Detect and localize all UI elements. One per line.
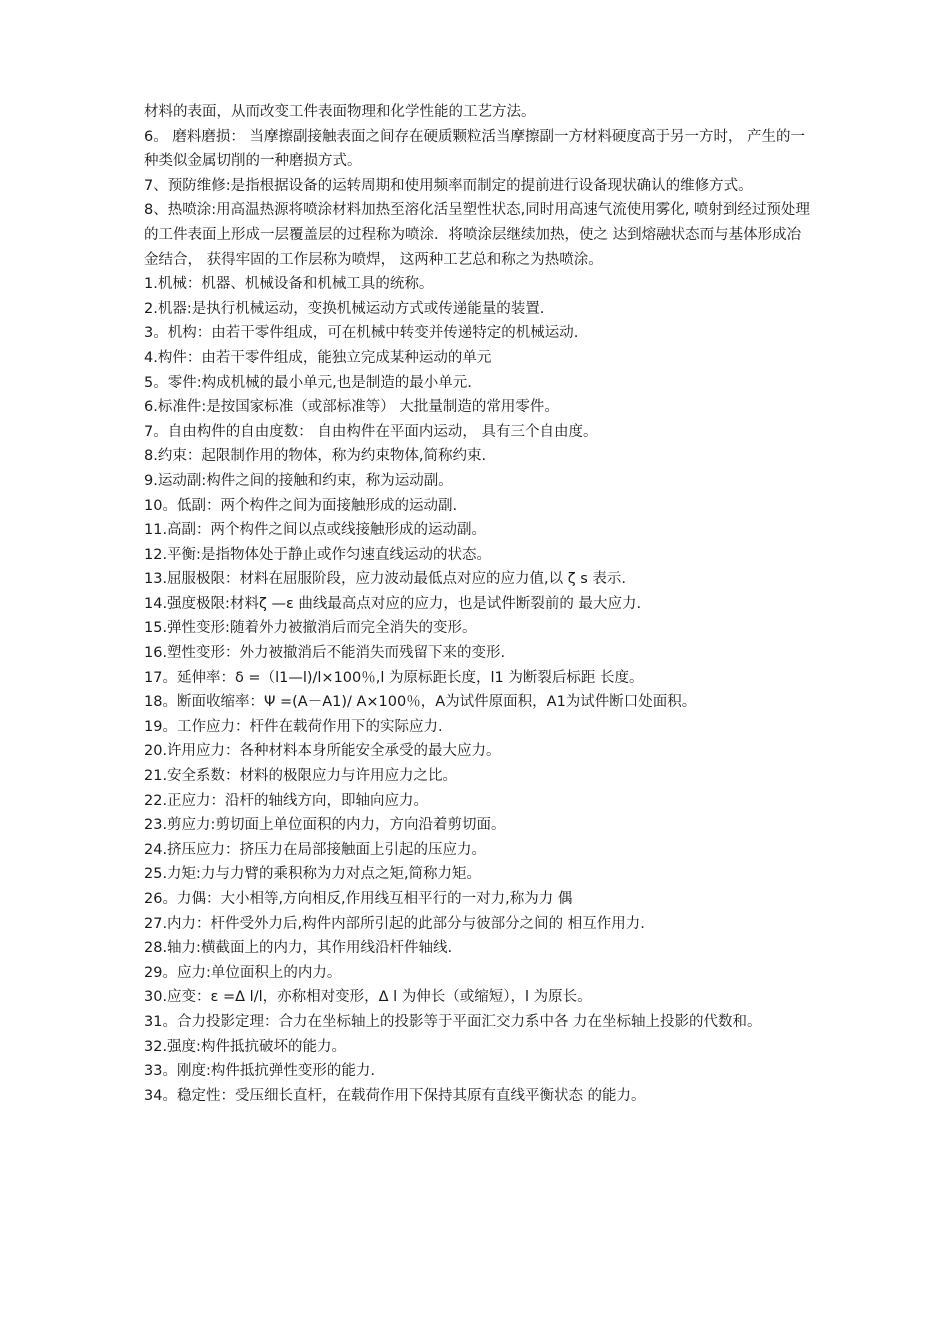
paragraph: 26。力偶：大小相等,方向相反,作用线互相平行的一对力,称为力 偶 (144, 891, 573, 907)
paragraph: 21.安全系数：材料的极限应力与许用应力之比。 (144, 768, 458, 785)
paragraph: 8.约束：起限制作用的物体，称为约束物体,简称约束. (144, 448, 487, 465)
paragraph: 5。零件:构成机械的最小单元,也是制造的最小单元. (144, 374, 472, 391)
paragraph: 8、热喷涂:用高温热源将喷涂材料加热至溶化活呈塑性状态,同时用高速气流使用雾化, 喷射到经过预处理的工件表面上形成一层覆盖层的过程称为喷涂．将喷涂层继续加热，使之 达到熔融状态而与基体形成冶金结合， 获得牢固的工作层称为喷焊， 这两种工艺总和称之为热喷涂。 (144, 202, 810, 268)
paragraph: 6.标准件:是按国家标准（或部标准等） 大批量制造的常用零件。 (144, 399, 559, 416)
paragraph: 2.机器:是执行机械运动，变换机械运动方式或传递能量的装置. (144, 300, 545, 317)
paragraph: 34。稳定性：受压细长直杆，在载荷作用下保持其原有直线平衡状态 的能力。 (144, 1087, 646, 1104)
paragraph: 材料的表面，从而改变工件表面物理和化学性能的工艺方法。 (144, 104, 536, 120)
paragraph: 22.正应力：沿杆的轴线方向，即轴向应力。 (144, 792, 429, 809)
paragraph: 4.构件：由若干零件组成，能独立完成某种运动的单元 (144, 349, 492, 366)
paragraph: 12.平衡:是指物体处于静止或作匀速直线运动的状态。 (144, 546, 491, 563)
paragraph: 9.运动副:构件之间的接触和约束，称为运动副。 (144, 472, 453, 489)
document-body (144, 100, 812, 1108)
paragraph: 20.许用应力：各种材料本身所能安全承受的最大应力。 (144, 743, 501, 760)
paragraph: 11.高副：两个构件之间以点或线接触形成的运动副。 (144, 522, 487, 539)
paragraph: 1.机械：机器、机械设备和机械工具的统称。 (144, 276, 434, 293)
paragraph: 24.挤压应力：挤压力在局部接触面上引起的压应力。 (144, 841, 487, 858)
paragraph: 6。 磨料磨损： 当摩擦副接触表面之间存在硬质颗粒活当摩擦副一方材料硬度高于另一方时， 产生的一种类似金属切削的一种磨损方式。 (144, 128, 806, 170)
paragraph: 32.强度:构件抵抗破坏的能力。 (144, 1038, 346, 1055)
paragraph: 29。应力:单位面积上的内力。 (144, 964, 342, 981)
paragraph: 25.力矩:力与力臂的乘积称为力对点之矩,简称力矩。 (144, 866, 482, 883)
paragraph: 15.弹性变形:随着外力被撤消后而完全消失的变形。 (144, 620, 477, 637)
paragraph: 13.屈服极限：材料在屈服阶段，应力波动最低点对应的应力值,以 ζ s 表示. (144, 571, 627, 588)
paragraph: 31。合力投影定理：合力在坐标轴上的投影等于平面汇交力系中各 力在坐标轴上投影的代数和。 (144, 1013, 762, 1030)
paragraph: 14.强度极限:材料ζ —ε 曲线最高点对应的应力，也是试件断裂前的 最大应力. (144, 595, 642, 612)
paragraph: 7。自由构件的自由度数： 自由构件在平面内运动， 具有三个自由度。 (144, 423, 598, 440)
paragraph: 23.剪应力:剪切面上单位面积的内力，方向沿着剪切面。 (144, 817, 506, 834)
paragraph: 28.轴力:横截面上的内力，其作用线沿杆件轴线. (144, 940, 453, 957)
paragraph: 19。工作应力：杆件在载荷作用下的实际应力. (144, 718, 443, 735)
paragraph: 10。低副：两个构件之间为面接触形成的运动副. (144, 497, 458, 514)
paragraph: 30.应变：ε =Δ l/l，亦称相对变形，Δ l 为伸长（或缩短），l 为原长。 (144, 989, 592, 1006)
paragraph: 27.内力：杆件受外力后,构件内部所引起的此部分与彼部分之间的 相互作用力. (144, 915, 645, 932)
paragraph: 17。延伸率：δ =（l1—l)/l×100％,l 为原标距长度，l1 为断裂后标距 长度。 (144, 669, 644, 686)
paragraph: 3。机构：由若干零件组成，可在机械中转变并传递特定的机械运动. (144, 325, 579, 342)
paragraph: 7、预防维修:是指根据设备的运转周期和使用频率而制定的提前进行设备现状确认的维修方式。 (144, 177, 753, 194)
paragraph: 33。刚度:构件抵抗弹性变形的能力. (144, 1063, 375, 1080)
paragraph: 16.塑性变形：外力被撤消后不能消失而残留下来的变形. (144, 645, 506, 662)
paragraph: 18。断面收缩率：Ψ =(Α－Α1)/ Α×100％，Α为试件原面积，Α1为试件断口处面积。 (144, 694, 697, 711)
